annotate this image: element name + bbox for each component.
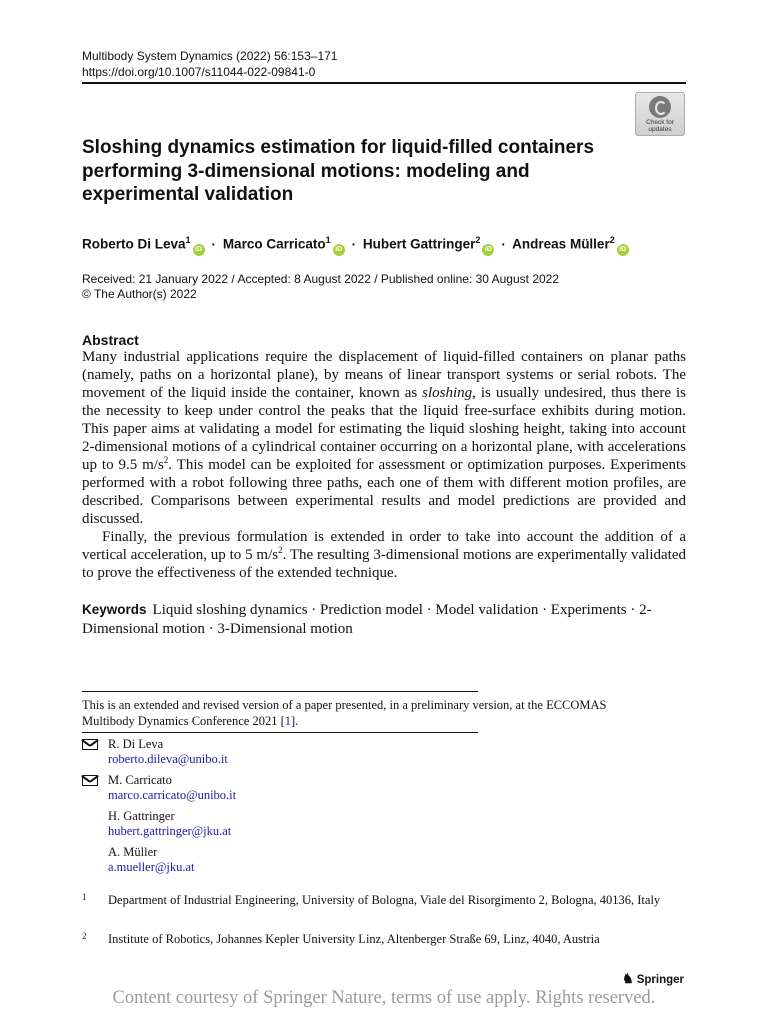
contact-email-link[interactable]: marco.carricato@unibo.it: [108, 788, 237, 802]
keywords-label: Keywords: [82, 602, 147, 617]
check-for-updates-button[interactable]: [635, 92, 685, 136]
publication-dates: Received: 21 January 2022 / Accepted: 8 August 2022 / Published online: 30 August 2022: [82, 272, 560, 286]
courtesy-watermark: Content courtesy of Springer Nature, terms of use apply. Rights reserved.: [112, 988, 656, 1008]
abstract-heading: Abstract: [82, 332, 139, 348]
affiliation-item: [82, 893, 662, 908]
author-name[interactable]: Marco Carricato: [222, 236, 326, 252]
orcid-icon[interactable]: iD: [617, 244, 629, 256]
check-badge-line1: Check for: [646, 119, 674, 126]
journal-citation: Multibody System Dynamics (2022) 56:153–171: [82, 49, 338, 63]
contact-email-link[interactable]: a.mueller@jku.at: [108, 860, 195, 874]
check-badge-line2: updates: [648, 126, 672, 133]
author-list: Roberto Di Leva$^1$iD · Marco Carricato$^1$iD · Hubert Gattringer$^2$iD · Andreas Müller$^2$iD: [82, 230, 633, 256]
affiliation-item: [82, 932, 662, 947]
orcid-icon[interactable]: iD: [333, 244, 345, 256]
affiliation-text: Institute of Robotics, Johannes Kepler University Linz, Altenberger Straße 69, Linz, 4040, Austria: [108, 932, 600, 946]
footnote-divider: [82, 691, 478, 692]
affiliation-number: 1: [82, 892, 87, 902]
author-name[interactable]: Hubert Gattringer: [362, 236, 476, 252]
author-name[interactable]: Roberto Di Leva: [82, 236, 186, 252]
contact-block: [82, 845, 194, 875]
author-affiliation-mark: 2: [475, 235, 481, 245]
contact-block: [82, 737, 228, 767]
envelope-icon: [82, 739, 98, 750]
contact-email-link[interactable]: roberto.dileva@unibo.it: [108, 752, 228, 766]
header-divider: [82, 82, 686, 84]
affiliation-text: Department of Industrial Engineering, University of Bologna, Viale del Risorgimento 2, Bologna, 40136, Italy: [108, 893, 661, 907]
orcid-icon[interactable]: iD: [193, 244, 205, 256]
check-updates-icon: [649, 96, 671, 118]
author-affiliation-mark: 1: [185, 235, 191, 245]
abstract-paragraph: Many industrial applications require the displacement of liquid-filled containers on planar paths (namely, paths on a horizontal plane), by means of linear transport systems or serial robots. The movement of the liquid inside the container, known as sloshing, is usually undesired, thus there is the necessity to keep under control the peaks that the liquid free-surface exhibits during motion. This paper aims at validating a model for estimating the liquid sloshing height, taking into account 2-dimensional motions of a cylindrical container occurring on a horizontal plane, with accelerations up to 9.5 $m/s^2$. This model can be exploited for assessment or optimization purposes. Experiments performed with a robot following three paths, each one of them with different motion profiles, are described. Comparisons between experimental results and model predictions are provided and discussed.: [82, 349, 687, 527]
springer-logo: [622, 971, 684, 987]
publisher-name: Springer: [636, 974, 684, 986]
contact-name: R. Di Leva: [108, 737, 164, 751]
author-affiliation-mark: 2: [609, 235, 615, 245]
contact-name: H. Gattringer: [108, 809, 175, 823]
keywords: [82, 600, 686, 639]
contact-block: [82, 773, 236, 803]
author-affiliation-mark: 1: [325, 235, 331, 245]
contact-email-link[interactable]: hubert.gattringer@jku.at: [108, 824, 232, 838]
abstract-paragraph: Finally, the previous formulation is extended in order to take into account the addition of a vertical acceleration, up to 5 $m/s^2$. The resulting 3-dimensional motions are experimentally validated to prove the effectiveness of the extended technique.: [82, 529, 686, 581]
contact-name: A. Müller: [108, 845, 158, 859]
author-name[interactable]: Andreas Müller: [512, 236, 610, 252]
doi-link[interactable]: https://doi.org/10.1007/s11044-022-09841-0: [82, 65, 316, 79]
contact-name: M. Carricato: [108, 773, 172, 787]
springer-horse-icon: ♞: [622, 971, 634, 986]
contact-block: [82, 809, 231, 839]
footnote-note: This is an extended and revised version of a paper presented, in a preliminary version, at the ECCOMAS Multibody Dynamics Conference 2021 [1].: [82, 698, 607, 728]
abstract-body: [82, 348, 686, 582]
footnote-divider: [82, 732, 478, 733]
copyright-line: © The Author(s) 2022: [82, 287, 197, 301]
affiliation-number: 2: [82, 931, 87, 941]
orcid-icon[interactable]: iD: [482, 244, 494, 256]
keywords-text: Liquid sloshing dynamics · Prediction model · Model validation · Experiments · 2-Dimensional motion · 3-Dimensional motion: [82, 602, 652, 637]
paper-title: Sloshing dynamics estimation for liquid-filled containers performing 3-dimensional motions: modeling and experimental validation: [82, 137, 595, 205]
envelope-icon: [82, 775, 98, 786]
reference-link[interactable]: 1: [284, 714, 291, 728]
